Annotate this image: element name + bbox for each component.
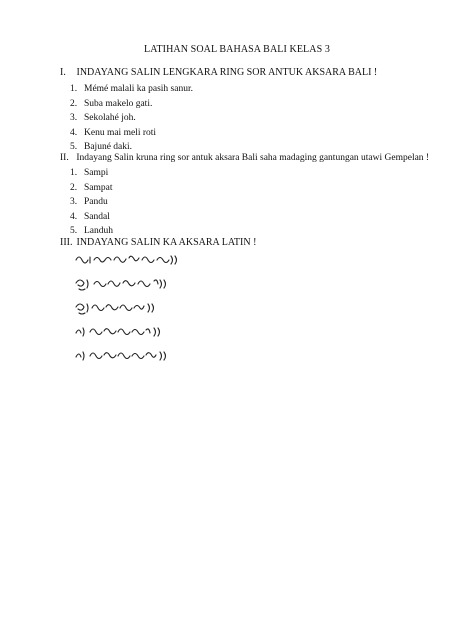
balinese-script-line-1-icon	[74, 247, 182, 271]
balinese-script-list	[74, 247, 182, 367]
section-3-text: INDAYANG SALIN KA AKSARA LATIN !	[76, 237, 257, 248]
list-item: 4. Kenu mai meli roti	[70, 127, 157, 138]
balinese-script-line-5-icon	[74, 343, 182, 367]
list-item: 4. Sandal	[70, 211, 110, 222]
section-1-number: I.	[60, 67, 66, 78]
section-2-number: II.	[60, 153, 69, 163]
section-2-heading	[60, 153, 429, 163]
list-item: 2. Suba makelo gati.	[70, 98, 153, 109]
section-1-text: INDAYANG SALIN LENGKARA RING SOR ANTUK AKSARA BALI !	[76, 67, 378, 78]
section-3-number: III.	[60, 237, 73, 248]
list-item: 1. Sampi	[70, 168, 109, 178]
balinese-script-line-2-icon	[74, 271, 182, 295]
balinese-script-line-3-icon	[74, 295, 182, 319]
list-item: 3. Sekolahé joh.	[70, 113, 136, 123]
list-item: 3. Pandu	[70, 197, 108, 207]
section-2-list	[70, 166, 113, 239]
section-1-heading	[60, 67, 377, 78]
section-2-text: Indayang Salin kruna ring sor antuk aksara Bali saha madaging gantungan utawi Gempelan !	[76, 153, 430, 163]
list-item: 5. Landuh	[70, 226, 114, 236]
balinese-script-line-4-icon	[74, 319, 182, 343]
list-item: 5. Bajuné daki.	[70, 142, 133, 152]
list-item: 1. Mémé malali ka pasih sanur.	[70, 84, 193, 94]
list-item: 2. Sampat	[70, 182, 113, 193]
section-1-list	[70, 82, 193, 155]
page-title: LATIHAN SOAL BAHASA BALI KELAS 3	[144, 44, 330, 55]
